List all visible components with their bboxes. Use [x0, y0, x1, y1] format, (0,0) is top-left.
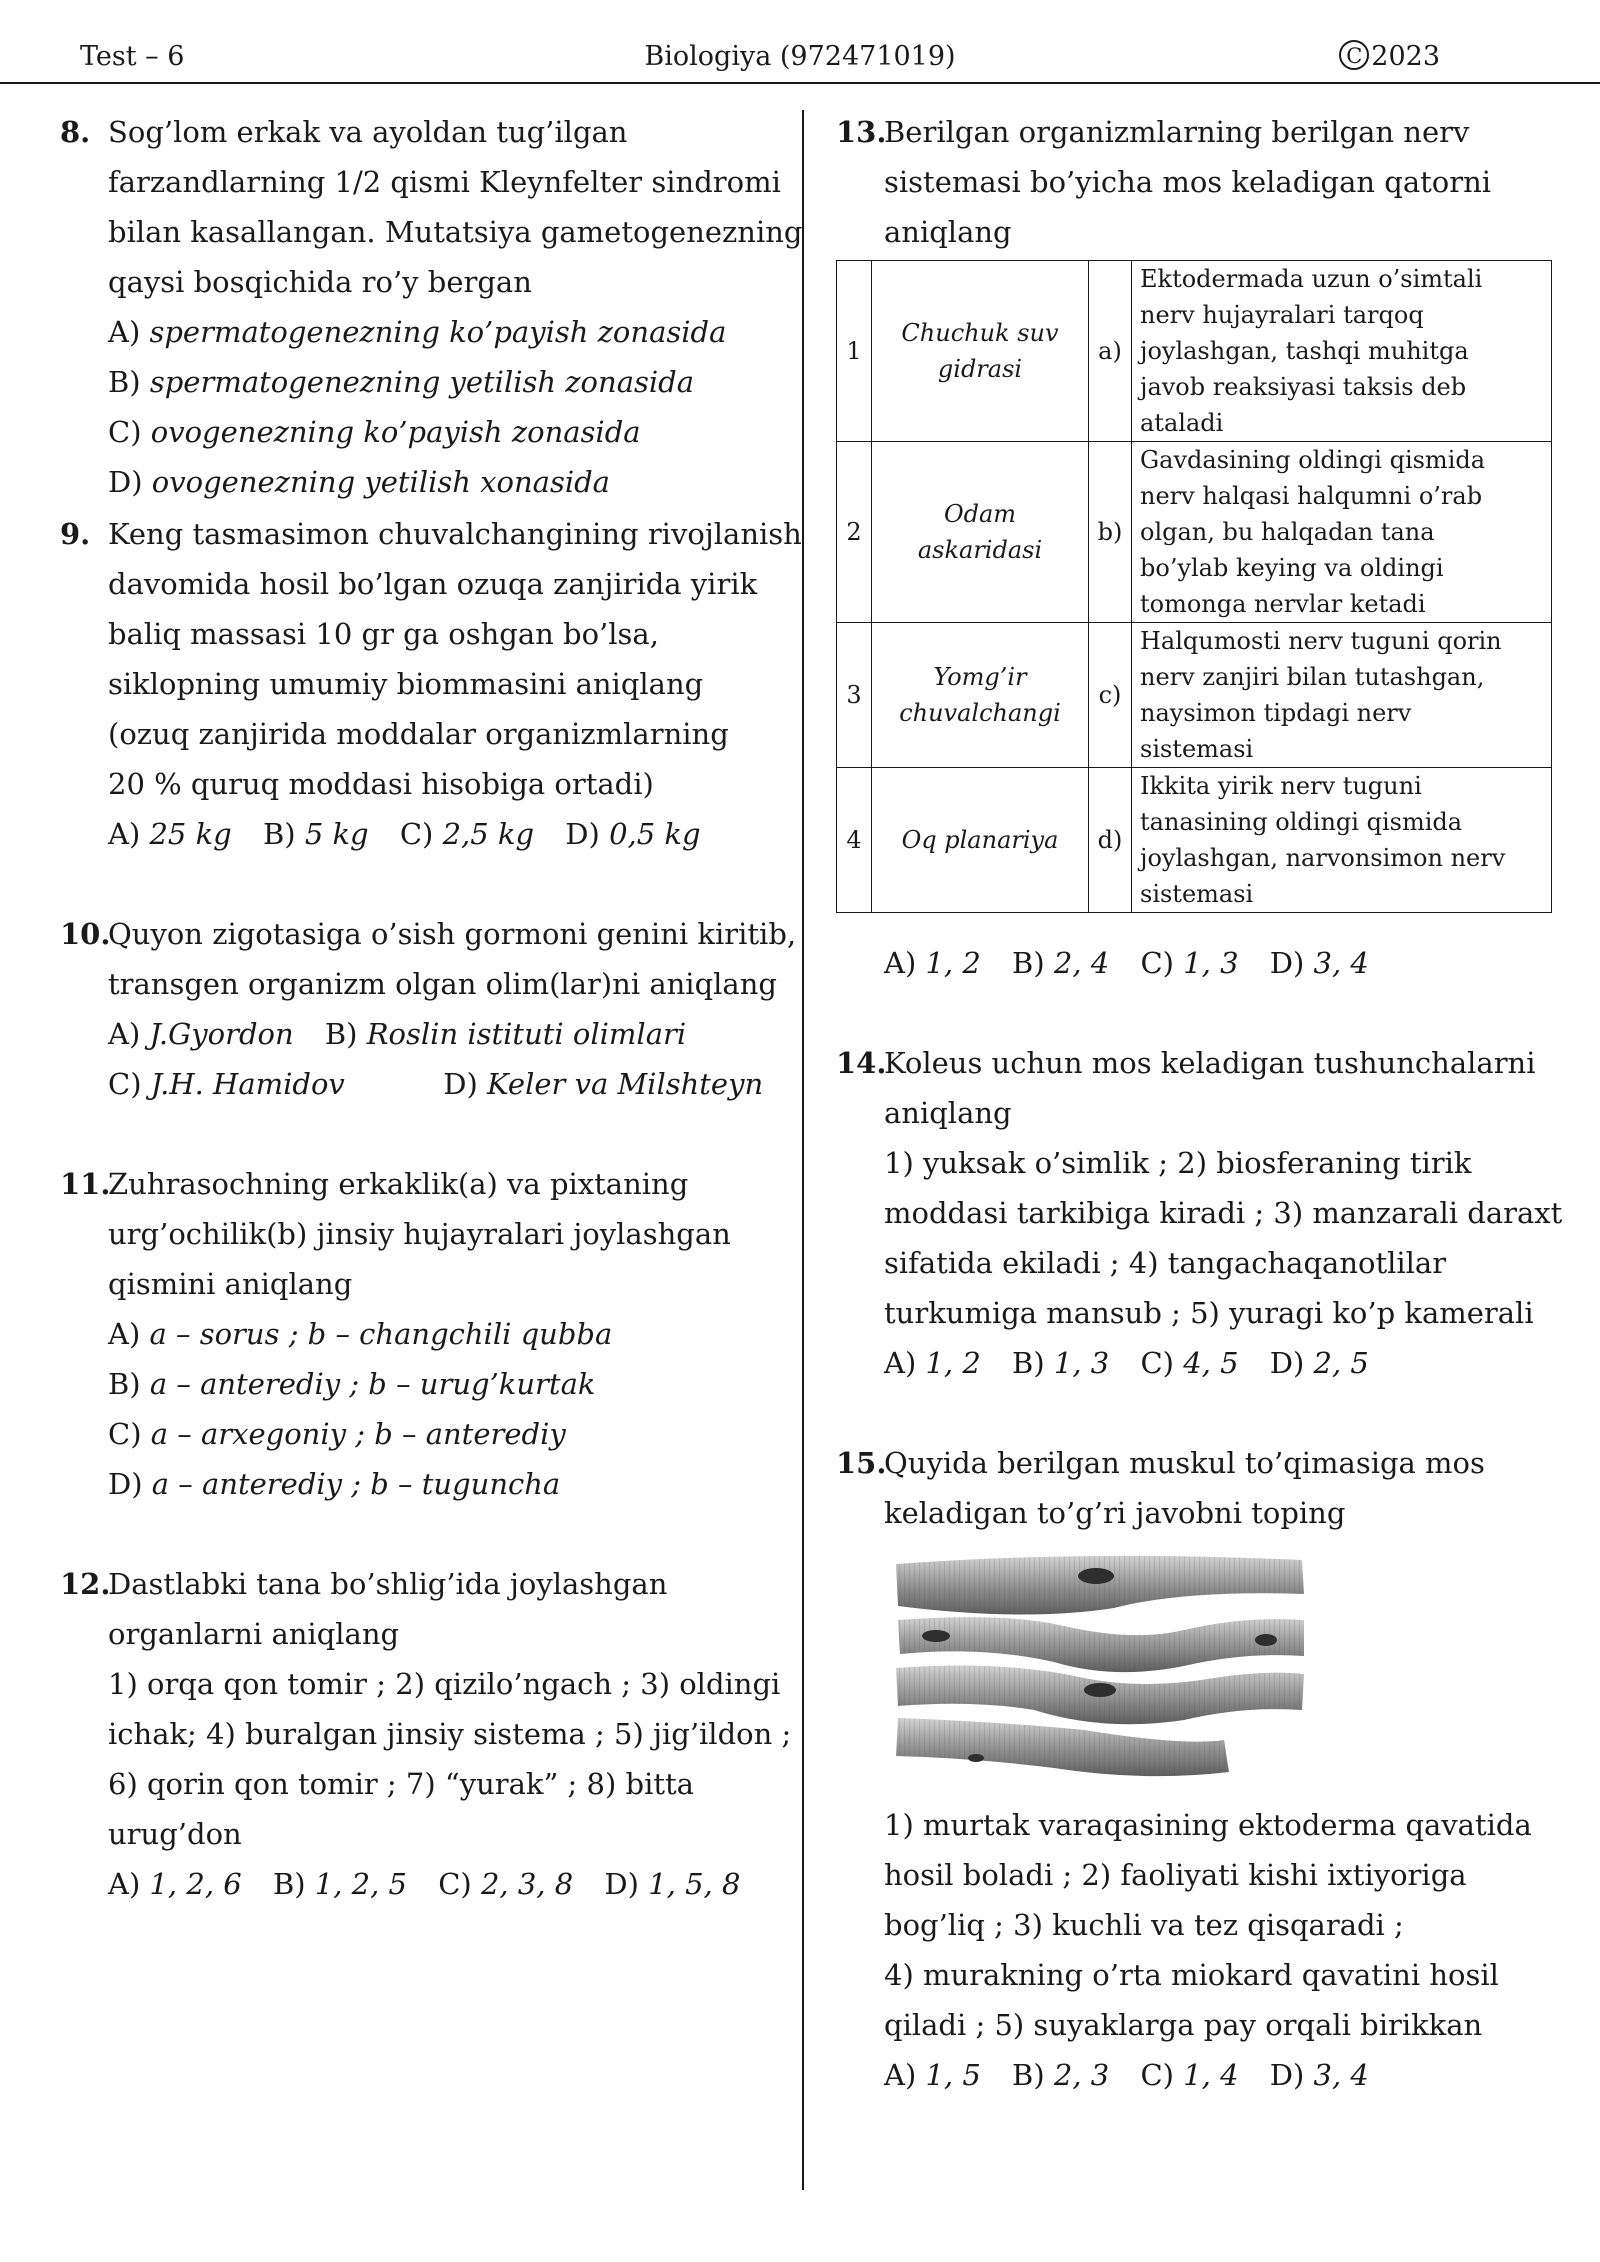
row-number: 1	[837, 261, 872, 442]
question-text: urug’don	[108, 1817, 242, 1851]
question-text: keladigan to’g’ri javobni toping	[884, 1496, 1346, 1530]
question-text: Zuhrasochning erkaklik(a) va pixtaning	[108, 1167, 689, 1201]
question-text: sistemasi bo’yicha mos keladigan qatorni	[884, 165, 1492, 199]
copyright	[1339, 32, 1440, 82]
organism-name: Odam askaridasi	[872, 442, 1089, 623]
option-c[interactable]: C) a – arxegoniy ; b – anterediy	[108, 1417, 566, 1451]
row-number: 2	[837, 442, 872, 623]
option-d[interactable]: D) ovogenezning yetilish xonasida	[108, 465, 610, 499]
option-d[interactable]: D) Keler va Milshteyn	[443, 1067, 764, 1101]
question-text: aniqlang	[884, 1096, 1012, 1130]
column-divider	[802, 110, 804, 2190]
option-c[interactable]: C) 1, 4	[1140, 2058, 1239, 2092]
statement-text: 1) murtak varaqasining ektoderma qavatida	[884, 1808, 1532, 1842]
row-number: 3	[837, 623, 872, 768]
question-text: Dastlabki tana bo’shlig’ida joylashgan	[108, 1567, 668, 1601]
question-text: aniqlang	[884, 215, 1012, 249]
option-b[interactable]: B) spermatogenezning yetilish zonasida	[108, 365, 694, 399]
options-row	[884, 2050, 1566, 2100]
option-c[interactable]: C) J.H. Hamidov	[108, 1067, 345, 1101]
question-12	[60, 1559, 792, 1909]
question-text: moddasi tarkibiga kiradi ; 3) manzarali daraxt	[884, 1196, 1563, 1230]
options-row	[108, 1009, 780, 1059]
copyright-year: 2023	[1371, 41, 1440, 72]
question-text: baliq massasi 10 gr ga oshgan bo’lsa,	[108, 617, 659, 651]
options-row	[108, 1859, 780, 1909]
option-d[interactable]: D) 3, 4	[1269, 946, 1369, 980]
option-d[interactable]: D) 0,5 kg	[565, 817, 701, 851]
option-d[interactable]: D) 2, 5	[1269, 1346, 1369, 1380]
question-text: 20 % quruq moddasi hisobiga ortadi)	[108, 767, 654, 801]
option-b[interactable]: B) Roslin istituti olimlari	[324, 1017, 687, 1051]
question-text: Sog’lom erkak va ayoldan tug’ilgan	[108, 115, 628, 149]
question-8	[60, 107, 803, 499]
statement-text: qiladi ; 5) suyaklarga pay orqali birikkan	[884, 2008, 1483, 2042]
muscle-fibers	[896, 1556, 1304, 1776]
question-10	[60, 909, 797, 1109]
question-text: Berilgan organizmlarning berilgan nerv	[884, 115, 1470, 149]
question-text: bilan kasallangan. Mutatsiya gametogenezning	[108, 215, 803, 249]
organism-name: Yomg’ir chuvalchangi	[872, 623, 1089, 768]
question-13	[836, 107, 1566, 988]
right-column	[836, 107, 1566, 2100]
option-a[interactable]: A) 25 kg	[108, 817, 232, 851]
option-a[interactable]: A) 1, 2	[884, 1346, 981, 1380]
question-number: 11.	[60, 1167, 111, 1201]
options-row	[884, 1338, 1566, 1388]
question-number: 13.	[836, 115, 887, 149]
question-text: qaysi bosqichida ro’y bergan	[108, 265, 532, 299]
left-column	[60, 107, 803, 1909]
question-text: organlarni aniqlang	[108, 1617, 400, 1651]
nervous-system-description: Ikkita yirik nerv tuguni tanasining oldingi qismida joylashgan, narvonsimon nerv sistemasi	[1132, 768, 1552, 913]
option-b[interactable]: B) 1, 2, 5	[272, 1867, 408, 1901]
question-text: turkumiga mansub ; 5) yuragi ko’p kamerali	[884, 1296, 1534, 1330]
question-11	[60, 1159, 780, 1509]
statement-text: hosil boladi ; 2) faoliyati kishi ixtiyoriga	[884, 1858, 1467, 1892]
question-number: 14.	[836, 1046, 887, 1080]
question-text: davomida hosil bo’lgan ozuqa zanjirida yirik	[108, 567, 758, 601]
option-b[interactable]: B) 2, 3	[1012, 2058, 1110, 2092]
table-row	[837, 261, 1552, 442]
statement-text: bog’liq ; 3) kuchli va tez qisqaradi ;	[884, 1908, 1404, 1942]
option-d[interactable]: D) 3, 4	[1269, 2058, 1369, 2092]
options-row	[108, 809, 780, 859]
question-text: 1) orqa qon tomir ; 2) qizilo’ngach ; 3) oldingi	[108, 1667, 781, 1701]
table-row	[837, 442, 1552, 623]
organism-name: Oq planariya	[872, 768, 1089, 913]
question-text: 1) yuksak o’simlik ; 2) biosferaning tirik	[884, 1146, 1472, 1180]
option-a[interactable]: A) spermatogenezning ko’payish zonasida	[108, 315, 727, 349]
option-c[interactable]: C) 4, 5	[1140, 1346, 1239, 1380]
option-b[interactable]: B) 1, 3	[1012, 1346, 1110, 1380]
option-d[interactable]: D) 1, 5, 8	[604, 1867, 741, 1901]
question-number: 12.	[60, 1567, 111, 1601]
question-text: Koleus uchun mos keladigan tushunchalarni	[884, 1046, 1536, 1080]
page-header	[0, 32, 1600, 84]
option-c[interactable]: C) 1, 3	[1140, 946, 1239, 980]
question-text: Quyon zigotasiga o’sish gormoni genini kiritib,	[108, 917, 797, 951]
question-text: (ozuq zanjirida moddalar organizmlarning	[108, 717, 729, 751]
option-a[interactable]: A) a – sorus ; b – changchili qubba	[108, 1317, 613, 1351]
options-row	[884, 938, 1566, 988]
question-text: Quyida berilgan muskul to’qimasiga mos	[884, 1446, 1485, 1480]
row-letter: d)	[1089, 768, 1132, 913]
question-text: qismini aniqlang	[108, 1267, 353, 1301]
table-row	[837, 768, 1552, 913]
question-text: transgen organizm olgan olim(lar)ni aniqlang	[108, 967, 777, 1001]
question-text: Keng tasmasimon chuvalchangining rivojlanish	[108, 517, 802, 551]
copyright-icon: C	[1339, 40, 1369, 70]
question-text: ichak; 4) buralgan jinsiy sistema ; 5) jig’ildon ;	[108, 1717, 792, 1751]
question-text: siklopning umumiy biommasini aniqlang	[108, 667, 704, 701]
option-c[interactable]: C) 2,5 kg	[399, 817, 535, 851]
question-number: 10.	[60, 917, 111, 951]
nervous-system-description: Halqumosti nerv tuguni qorin nerv zanjiri bilan tutashgan, naysimon tipdagi nerv sistemasi	[1132, 623, 1552, 768]
nervous-system-description: Gavdasining oldingi qismida nerv halqasi halqumni o’rab olgan, bu halqadan tana bo’ylab keying va oldingi tomonga nervlar ketadi	[1132, 442, 1552, 623]
table-row	[837, 623, 1552, 768]
test-number: Test – 6	[80, 41, 185, 72]
option-c[interactable]: C) 2, 3, 8	[438, 1867, 574, 1901]
question-9	[60, 509, 802, 859]
option-b[interactable]: B) a – anterediy ; b – urug’kurtak	[108, 1367, 596, 1401]
option-b[interactable]: B) 5 kg	[262, 817, 369, 851]
option-a[interactable]: A) J.Gyordon	[108, 1017, 294, 1051]
nervous-system-table	[836, 260, 1552, 913]
question-text: urg’ochilik(b) jinsiy hujayralari joylashgan	[108, 1217, 731, 1251]
row-number: 4	[837, 768, 872, 913]
option-a[interactable]: A) 1, 5	[884, 2058, 981, 2092]
question-number: 15.	[836, 1446, 887, 1480]
question-number: 9.	[60, 517, 91, 551]
question-text: sifatida ekiladi ; 4) tangachaqanotlilar	[884, 1246, 1447, 1280]
organism-name: Chuchuk suv gidrasi	[872, 261, 1089, 442]
question-number: 8.	[60, 115, 91, 149]
option-b[interactable]: B) 2, 4	[1012, 946, 1110, 980]
question-text: 6) qorin qon tomir ; 7) “yurak” ; 8) bitta	[108, 1767, 694, 1801]
row-letter: c)	[1089, 623, 1132, 768]
row-letter: b)	[1089, 442, 1132, 623]
row-letter: a)	[1089, 261, 1132, 442]
option-d[interactable]: D) a – anterediy ; b – tuguncha	[108, 1467, 561, 1501]
subject-title: Biologiya (972471019)	[644, 41, 956, 72]
options-row	[108, 1059, 780, 1109]
nervous-system-description: Ektodermada uzun o’simtali nerv hujayralari tarqoq joylashgan, tashqi muhitga javob reaksiyasi taksis deb ataladi	[1132, 261, 1552, 442]
option-a[interactable]: A) 1, 2	[884, 946, 981, 980]
question-text: farzandlarning 1/2 qismi Kleynfelter sindromi	[108, 165, 781, 199]
option-a[interactable]: A) 1, 2, 6	[108, 1867, 242, 1901]
question-15	[836, 1438, 1566, 2100]
question-14	[836, 1038, 1566, 1388]
option-c[interactable]: C) ovogenezning ko’payish zonasida	[108, 415, 641, 449]
statement-text: 4) murakning o’rta miokard qavatini hosil	[884, 1958, 1499, 1992]
muscle-tissue-image	[884, 1550, 1314, 1790]
